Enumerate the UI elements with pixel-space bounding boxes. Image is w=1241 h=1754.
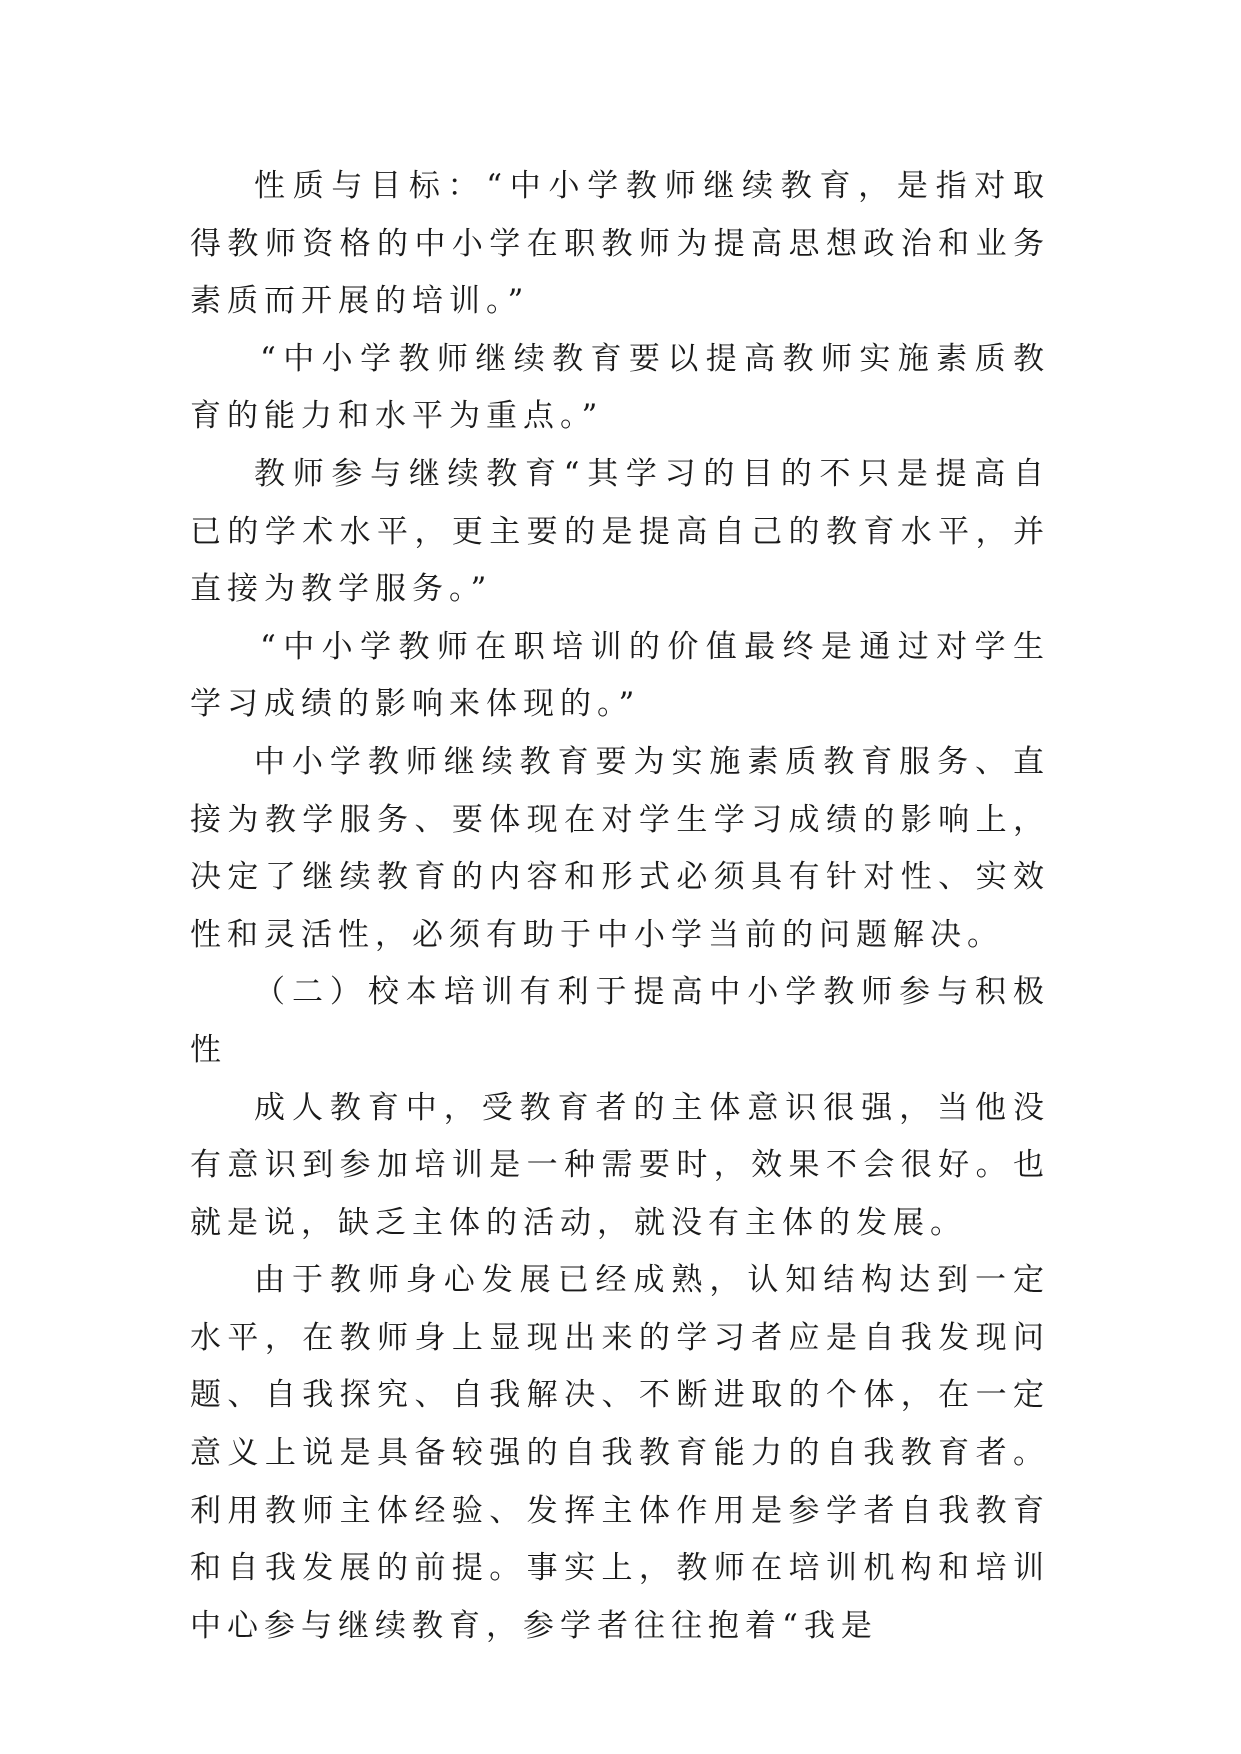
paragraph-nature-and-goal: 性质与目标：“中小学教师继续教育，是指对取得教师资格的中小学在职教师为提高思想政治和业务素质而开展的培训。” <box>190 168 1050 320</box>
paragraph-quote-focus: “中小学教师继续教育要以提高教师实施素质教育的能力和水平为重点。” <box>190 340 1050 435</box>
paragraph-teacher-development: 由于教师身心发展已经成熟，认知结构达到一定水平，在教师身上显现出来的学习者应是自我发现问题、自我探究、自我解决、不断进取的个体，在一定意义上说是具备较强的自我教育能力的自我教育者。利用教师主体经验、发挥主体作用是参学者自我教育和自我发展的前提。事实上，教师在培训机构和培训中心参与继续教育，参学者往往抱着“我是 <box>190 1262 1050 1644</box>
paragraph-requirements: 中小学教师继续教育要为实施素质教育服务、直接为教学服务、要体现在对学生学习成绩的影响上，决定了继续教育的内容和形式必须具有针对性、实效性和灵活性，必须有助于中小学当前的问题解决。 <box>190 743 1050 953</box>
paragraph-learning-purpose: 教师参与继续教育“其学习的目的不只是提高自已的学术水平，更主要的是提高自己的教育水平，并直接为教学服务。” <box>190 455 1050 608</box>
paragraph-adult-education: 成人教育中，受教育者的主体意识很强，当他没有意识到参加培训是一种需要时，效果不会很好。也就是说，缺乏主体的活动，就没有主体的发展。 <box>190 1089 1050 1241</box>
document-body <box>190 158 1050 1655</box>
paragraph-quote-value: “中小学教师在职培训的价值最终是通过对学生学习成绩的影响来体现的。” <box>190 628 1050 723</box>
section-heading: （二）校本培训有利于提高中小学教师参与积极性 <box>190 974 1050 1068</box>
